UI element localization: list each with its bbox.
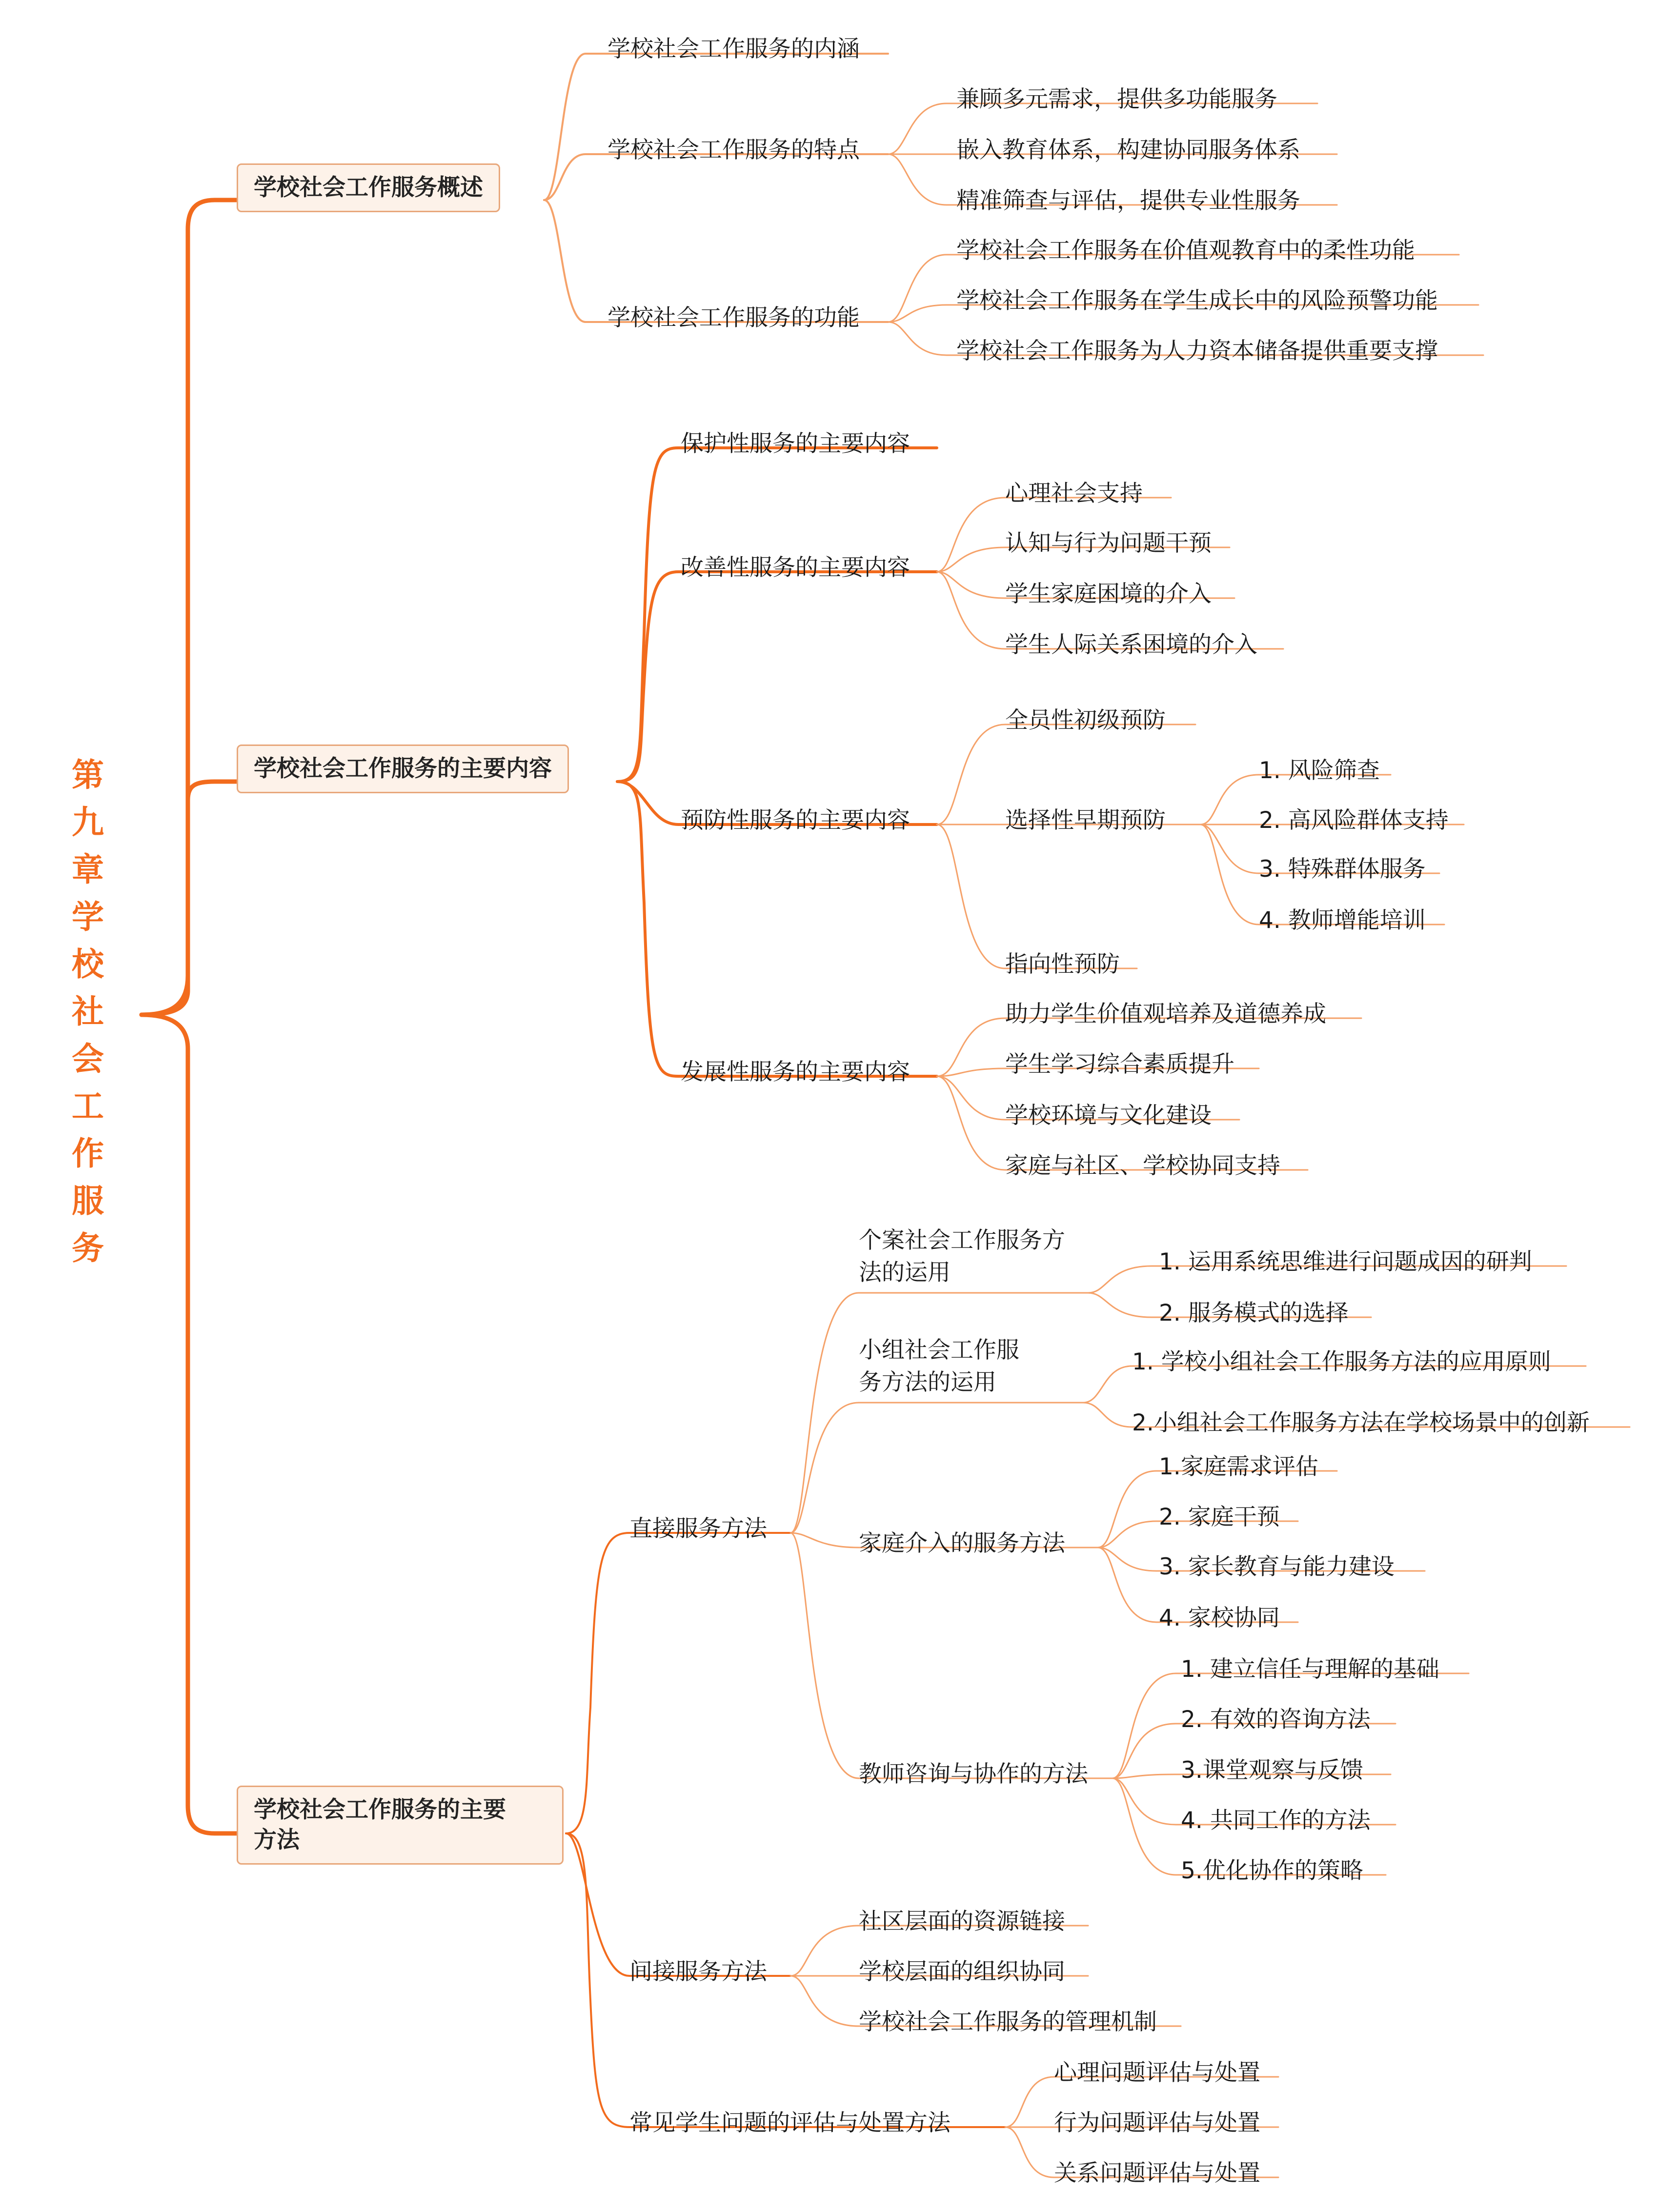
node-protective: 保护性服务的主要内容: [681, 430, 910, 457]
root-char: 校: [72, 945, 104, 983]
leaf-function: 学校社会工作服务为人力资本储备提供重要支撑: [956, 338, 1438, 364]
node-family-intervention: 家庭介入的服务方法: [859, 1530, 1065, 1557]
casework-line: 法的运用: [859, 1259, 951, 1286]
section-overview-node: 学校社会工作服务概述: [237, 163, 500, 212]
leaf-improvement: 认知与行为问题干预: [1005, 530, 1212, 557]
leaf-family: 1.家庭需求评估: [1159, 1453, 1318, 1480]
leaf-function: 学校社会工作服务在价值观教育中的柔性功能: [956, 237, 1415, 264]
leaf-teacher: 2. 有效的咨询方法: [1181, 1706, 1371, 1733]
node-connotation: 学校社会工作服务的内涵: [607, 36, 860, 62]
root-char: 学: [72, 898, 104, 936]
leaf-indirect: 学校层面的组织协同: [859, 1958, 1065, 1985]
leaf-groupwork: 2.小组社会工作服务方法在学校场景中的创新: [1132, 1409, 1590, 1436]
groupwork-line: 务方法的运用: [859, 1369, 996, 1396]
leaf-groupwork: 1. 学校小组社会工作服务方法的应用原则: [1132, 1348, 1551, 1375]
leaf-developmental: 助力学生价值观培养及道德养成: [1005, 1001, 1326, 1027]
root-char: 九: [72, 804, 104, 841]
root-title: [63, 751, 112, 1272]
node-selective-prevention: 选择性早期预防: [1005, 807, 1166, 834]
leaf-family: 3. 家长教育与能力建设: [1159, 1553, 1395, 1580]
node-common-problems: 常见学生问题的评估与处置方法: [629, 2110, 951, 2136]
leaf-teacher: 5.优化协作的策略: [1181, 1857, 1363, 1884]
leaf-family: 4. 家校协同: [1159, 1605, 1280, 1631]
node-functions: 学校社会工作服务的功能: [607, 304, 860, 331]
leaf-developmental: 学生学习综合素质提升: [1005, 1051, 1234, 1078]
root-char: 服: [72, 1182, 104, 1220]
leaf-casework: 1. 运用系统思维进行问题成因的研判: [1159, 1248, 1532, 1275]
root-char: 工: [72, 1087, 104, 1125]
node-developmental: 发展性服务的主要内容: [681, 1059, 910, 1086]
leaf-indirect: 学校社会工作服务的管理机制: [859, 2009, 1157, 2035]
root-char: 会: [72, 1040, 104, 1078]
node-improvement: 改善性服务的主要内容: [681, 554, 910, 581]
leaf-improvement: 学生家庭困境的介入: [1005, 581, 1212, 607]
node-casework: [859, 1225, 1065, 1289]
leaf-improvement: 心理社会支持: [1005, 480, 1143, 507]
node-universal-prevention: 全员性初级预防: [1005, 707, 1166, 734]
node-direct-methods: 直接服务方法: [629, 1515, 767, 1542]
node-characteristics: 学校社会工作服务的特点: [607, 137, 860, 163]
leaf-selective: 1. 风险筛查: [1259, 757, 1380, 784]
leaf-family: 2. 家庭干预: [1159, 1504, 1280, 1530]
leaf-problem: 心理问题评估与处置: [1054, 2059, 1260, 2086]
leaf-characteristic: 兼顾多元需求，提供多功能服务: [956, 86, 1277, 113]
node-indirect-methods: 间接服务方法: [629, 1958, 767, 1985]
node-groupwork: [859, 1334, 1019, 1399]
leaf-function: 学校社会工作服务在学生成长中的风险预警功能: [956, 287, 1438, 314]
leaf-improvement: 学生人际关系困境的介入: [1005, 631, 1257, 658]
methods-title-line: 学校社会工作服务的主要: [254, 1796, 506, 1823]
leaf-problem: 行为问题评估与处置: [1054, 2110, 1260, 2136]
leaf-selective: 4. 教师增能培训: [1259, 907, 1426, 934]
casework-line: 个案社会工作服务方: [859, 1227, 1065, 1254]
leaf-characteristic: 嵌入教育体系，构建协同服务体系: [956, 137, 1300, 163]
root-char: 章: [72, 851, 104, 888]
section-content-node: 学校社会工作服务的主要内容: [237, 744, 569, 793]
leaf-indirect: 社区层面的资源链接: [859, 1908, 1065, 1935]
leaf-developmental: 学校环境与文化建设: [1005, 1102, 1212, 1129]
section-methods-node: [237, 1786, 564, 1865]
node-indicated-prevention: 指向性预防: [1005, 951, 1120, 978]
methods-title-line: 方法: [254, 1827, 300, 1853]
node-teacher-consultation: 教师咨询与协作的方法: [859, 1761, 1088, 1788]
leaf-selective: 3. 特殊群体服务: [1259, 856, 1426, 883]
leaf-problem: 关系问题评估与处置: [1054, 2160, 1260, 2187]
root-char: 作: [72, 1135, 104, 1172]
root-char: 社: [72, 993, 104, 1030]
root-char: 第: [72, 756, 104, 794]
node-preventive: 预防性服务的主要内容: [681, 807, 910, 834]
root-char: 务: [72, 1229, 104, 1267]
leaf-casework: 2. 服务模式的选择: [1159, 1300, 1349, 1327]
leaf-developmental: 家庭与社区、学校协同支持: [1005, 1152, 1280, 1179]
leaf-teacher: 4. 共同工作的方法: [1181, 1807, 1371, 1834]
leaf-teacher: 3.课堂观察与反馈: [1181, 1757, 1363, 1784]
leaf-selective: 2. 高风险群体支持: [1259, 807, 1449, 834]
leaf-teacher: 1. 建立信任与理解的基础: [1181, 1656, 1439, 1683]
groupwork-line: 小组社会工作服: [859, 1337, 1019, 1364]
leaf-characteristic: 精准筛查与评估，提供专业性服务: [956, 187, 1300, 214]
